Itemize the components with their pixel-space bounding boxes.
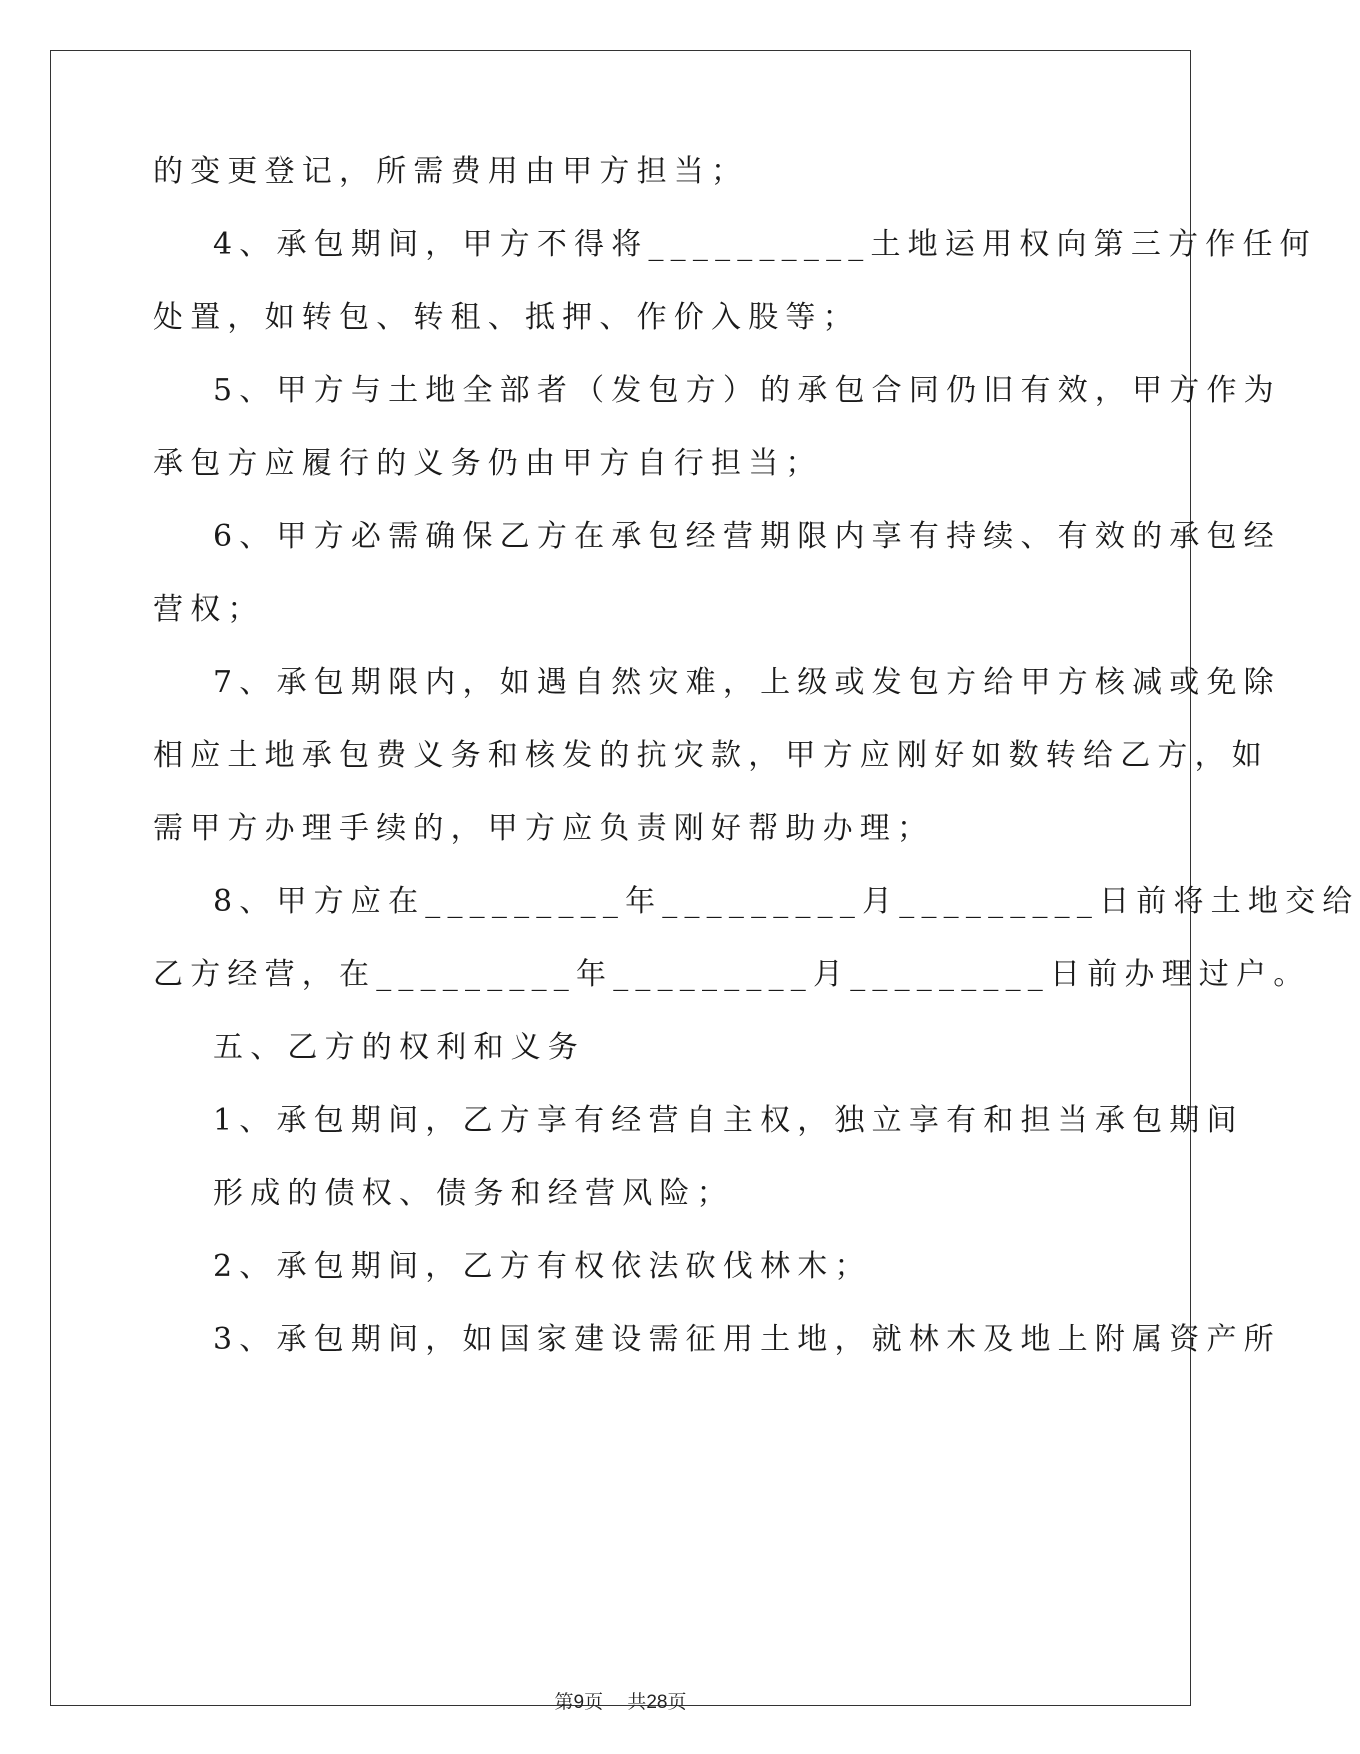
text-line: 相应土地承包费义务和核发的抗灾款，甲方应刚好如数转给乙方，如 [153,738,1269,773]
text-line: 需甲方办理手续的，甲方应负责刚好帮助办理； [153,811,935,846]
text-line: 6、甲方必需确保乙方在承包经营期限内享有持续、有效的承包经 [213,519,1281,554]
text-line: 8、甲方应在_________年_________月_________日前将土地交给 [213,884,1360,919]
text-line: 7、承包期限内，如遇自然灾难，上级或发包方给甲方核减或免除 [213,665,1281,700]
text-line: 4、承包期间，甲方不得将__________土地运用权向第三方作任何 [213,227,1317,262]
footer-total-suffix: 页 [667,1691,687,1713]
page-number: 9 [573,1692,585,1713]
text-line: 处置，如转包、转租、抵押、作价入股等； [153,300,860,335]
text-line: 3、承包期间，如国家建设需征用土地，就林木及地上附属资产所 [213,1322,1281,1357]
text-line: 承包方应履行的义务仍由甲方自行担当； [153,446,823,481]
text-line: 乙方经营，在_________年_________月_________日前办理过户。 [153,957,1311,992]
text-line: 2、承包期间，乙方有权依法砍伐林木； [213,1249,872,1284]
footer-prefix: 第 [554,1691,574,1713]
text-line: 1、承包期间，乙方享有经营自主权，独立享有和担当承包期间 [213,1103,1244,1138]
section-heading: 五、乙方的权利和义务 [213,1030,585,1065]
text-line: 形成的债权、债务和经营风险； [213,1176,734,1211]
page-footer [0,1690,1241,1715]
text-line: 营权； [153,592,265,627]
footer-page-suffix: 页 [584,1691,604,1713]
text-line: 5、甲方与土地全部者（发包方）的承包合同仍旧有效，甲方作为 [213,373,1281,408]
text-line: 的变更登记，所需费用由甲方担当； [153,154,749,189]
total-pages: 28 [646,1692,668,1713]
footer-total-prefix: 共 [627,1691,647,1713]
